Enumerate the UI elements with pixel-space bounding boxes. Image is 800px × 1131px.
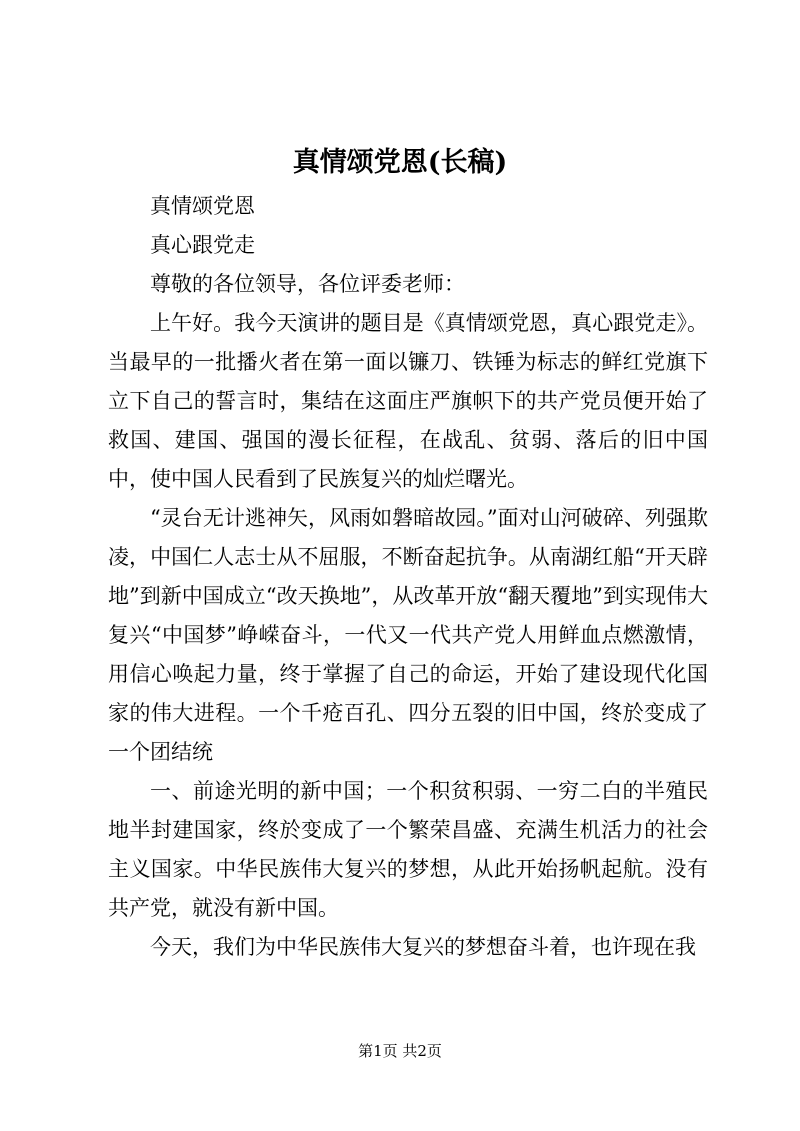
paragraph-new-china: 一、前途光明的新中国；一个积贫积弱、一穷二白的半殖民地半封建国家，终於变成了一个繁荣昌盛、充满生机活力的社会主义国家。中华民族伟大复兴的梦想，从此开始扬帆起航。没有共产党，就没有新中国。 [108, 779, 708, 920]
paragraph-heading-2: 真心跟党走 [150, 233, 255, 257]
paragraph-history: “灵台无计逃神矢，风雨如磐暗故园。”面对山河破碎、列强欺凌，中国仁人志士从不屈服，不断奋起抗争。从南湖红船“开天辟地”到新中国成立“改天换地”，从改革开放“翻天覆地”到实现伟大复兴“中国梦”峥嵘奋斗，一代又一代共产党人用鲜血点燃激情，用信心唤起力量，终于掌握了自己的命运，开始了建设现代化国家的伟大进程。一个千疮百孔、四分五裂的旧中国，终於变成了一个团结统 [108, 506, 708, 764]
paragraph-today: 今天，我们为中华民族伟大复兴的梦想奋斗着，也许现在我 [150, 935, 696, 959]
document-body [108, 187, 708, 967]
paragraph-intro: 上午好。我今天演讲的题目是《真情颂党恩，真心跟党走》。当最早的一批播火者在第一面以镰刀、铁锤为标志的鲜红党旗下立下自己的誓言时，集结在这面庄严旗帜下的共产党员便开始了救国、建国、强国的漫长征程，在战乱、贫弱、落后的旧中国中，使中国人民看到了民族复兴的灿烂曙光。 [108, 311, 708, 491]
paragraph-salutation: 尊敬的各位领导，各位评委老师： [150, 272, 465, 296]
document-title: 真情颂党恩(长稿) [292, 147, 508, 178]
paragraph-heading-1: 真情颂党恩 [150, 194, 255, 218]
page-number-footer: 第1页 共2页 [358, 1042, 442, 1060]
